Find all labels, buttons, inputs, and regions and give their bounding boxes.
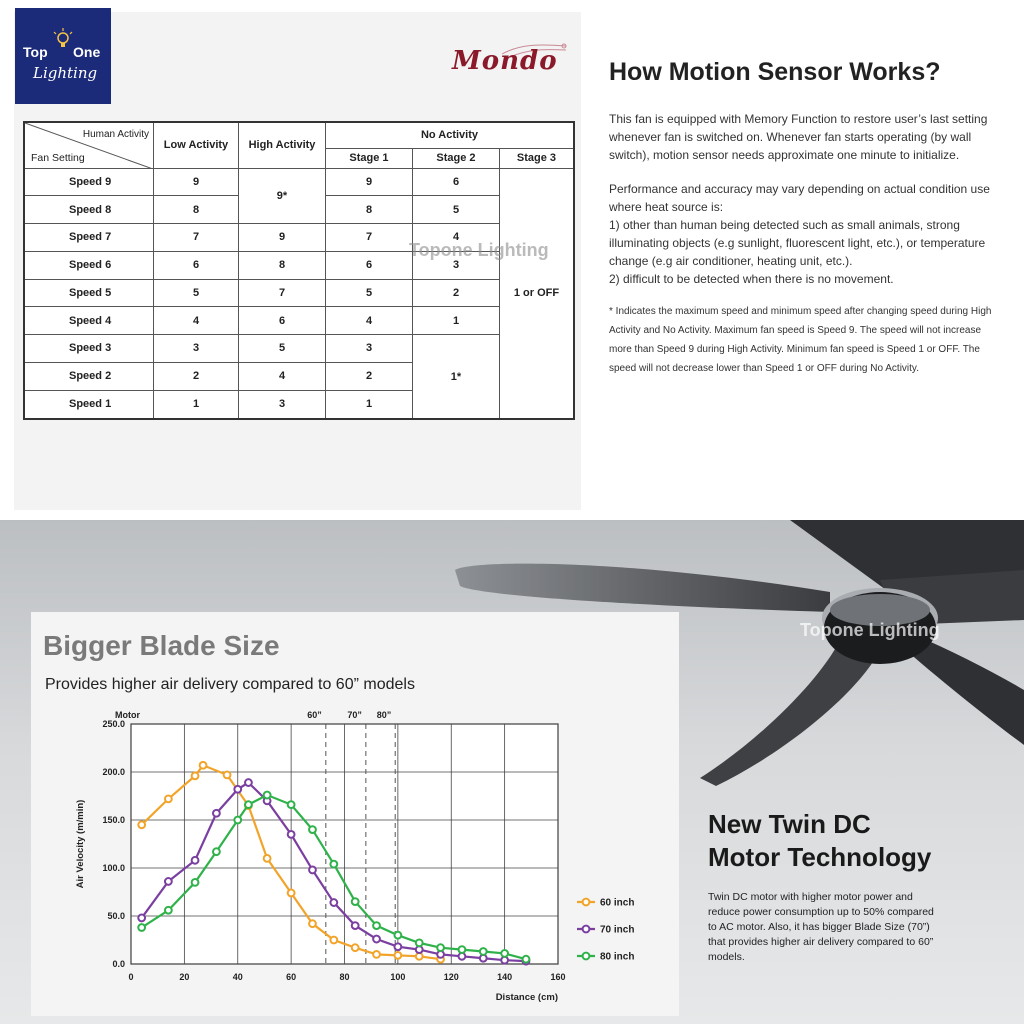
cell-low: 5 (154, 279, 239, 307)
blade-subtitle: Provides higher air delivery compared to 60” models (45, 676, 415, 693)
row-label: Speed 4 (24, 307, 154, 335)
reference-label: 60” (307, 710, 322, 720)
legend-label: 60 inch (600, 897, 635, 909)
watermark: Topone Lighting (409, 240, 549, 260)
blade-title: Bigger Blade Size (43, 630, 280, 661)
data-point (373, 936, 380, 943)
brand-logo (15, 8, 111, 104)
logo-text-one: One (73, 44, 101, 60)
data-point (373, 951, 380, 958)
row-label: Speed 5 (24, 279, 154, 307)
sensor-p2-line: 2) difficult to be detected when there is no movement. (609, 272, 894, 286)
header-stage-1: Stage 1 (326, 148, 413, 168)
cell-low: 1 (154, 390, 239, 419)
legend-swatch-marker (583, 926, 590, 933)
data-point (373, 922, 380, 929)
y-tick-label: 100.0 (102, 863, 125, 873)
data-point (288, 890, 295, 897)
cell-stage1: 9 (326, 168, 413, 196)
cell-low: 9 (154, 168, 239, 196)
twin-dc-body: Twin DC motor with higher motor power and reduce power consumption up to 50% compared to AC motor. Also, it has bigger Blade Size (70”) that provides higher air delivery compared to 60” models. (708, 891, 934, 963)
x-tick-label: 60 (286, 972, 297, 982)
sensor-p2-line: Performance and accuracy may vary depending on actual condition use where heat source is: (609, 182, 990, 214)
x-tick-label: 20 (179, 972, 190, 982)
header-no-activity: No Activity (326, 122, 575, 148)
data-point (330, 937, 337, 944)
watermark: Topone Lighting (800, 620, 940, 640)
table-corner-cell (24, 122, 154, 168)
sensor-paragraph-1: This fan is equipped with Memory Function to restore user’s last setting whenever fan is switched on. Whenever fan starts operating (by wall switch), motion sensor needs approximate one minute to initialize. (609, 112, 988, 162)
x-tick-label: 80 (339, 972, 350, 982)
row-label: Speed 8 (24, 196, 154, 224)
twin-title-line-1: New Twin DC (708, 809, 871, 839)
legend-label: 70 inch (600, 924, 635, 936)
y-tick-label: 250.0 (102, 719, 125, 729)
sensor-title: How Motion Sensor Works? (609, 58, 941, 86)
header-stage-2: Stage 2 (413, 148, 500, 168)
cell-high-merged: 9* (239, 168, 326, 224)
data-point (138, 821, 145, 828)
legend-label: 80 inch (600, 951, 635, 963)
cell-stage3-merged: 1 or OFF (500, 168, 575, 419)
sensor-p2-line: 1) other than human being detected such as small animals, strong illuminating objects (e.g sunlight, fluorescent light, etc.), or temperature change (e.g air conditioner, heating unit, etc.). (609, 218, 986, 268)
data-point (330, 899, 337, 906)
table-row (24, 279, 574, 307)
cell-stage1: 7 (326, 224, 413, 252)
data-point (352, 922, 359, 929)
cell-low: 3 (154, 335, 239, 363)
twin-dc-title (708, 808, 1008, 874)
cell-low: 4 (154, 307, 239, 335)
corner-fan-setting: Fan Setting (31, 151, 85, 164)
logo-text-lighting: Lighting (33, 64, 98, 82)
table-row (24, 307, 574, 335)
data-point (138, 915, 145, 922)
cell-stage1: 6 (326, 251, 413, 279)
cell-stage2: 3 (413, 251, 500, 279)
cell-high: 4 (239, 362, 326, 390)
row-label: Speed 9 (24, 168, 154, 196)
data-point (234, 817, 241, 824)
legend-swatch-marker (583, 899, 590, 906)
row-label: Speed 7 (24, 224, 154, 252)
sensor-paragraph-2 (609, 180, 1004, 288)
data-point (352, 898, 359, 905)
x-tick-label: 0 (128, 972, 134, 982)
cell-high: 9 (239, 224, 326, 252)
cell-stage1: 1 (326, 390, 413, 419)
data-point (330, 861, 337, 868)
data-point (437, 944, 444, 951)
data-point (213, 848, 220, 855)
header-low-activity: Low Activity (154, 122, 239, 168)
data-point (165, 907, 172, 914)
cell-low: 8 (154, 196, 239, 224)
corner-human-activity: Human Activity (82, 129, 149, 140)
data-point (523, 956, 530, 963)
cell-stage2: 5 (413, 196, 500, 224)
data-point (234, 786, 241, 793)
reference-label: 80” (376, 710, 392, 720)
cell-stage2: 6 (413, 168, 500, 196)
cell-stage1: 5 (326, 279, 413, 307)
row-label: Speed 1 (24, 390, 154, 419)
cell-stage1: 8 (326, 196, 413, 224)
motor-label: Motor (115, 710, 140, 720)
data-point (352, 944, 359, 951)
data-point (394, 943, 401, 950)
cell-stage1: 3 (326, 335, 413, 363)
y-tick-label: 150.0 (102, 815, 125, 825)
data-point (192, 879, 199, 886)
row-label: Speed 6 (24, 251, 154, 279)
data-point (416, 939, 423, 946)
data-point (394, 932, 401, 939)
cell-high: 3 (239, 390, 326, 419)
sensor-note: * Indicates the maximum speed and minimum speed after changing speed during High Activity and No Activity. Maximum fan speed is Speed 9. The speed will not increase more than Speed 9 during High Activity. Minimum fan speed is Speed 1 or OFF. The speed will not decrease lower than Speed 1 or OFF during No Activity. (609, 306, 992, 374)
x-tick-label: 140 (497, 972, 513, 982)
legend-swatch-marker (583, 953, 590, 960)
header-stage-3: Stage 3 (500, 148, 575, 168)
table-row (24, 335, 574, 363)
data-point (309, 826, 316, 833)
cell-stage2: 2 (413, 279, 500, 307)
row-label: Speed 3 (24, 335, 154, 363)
data-point (459, 946, 466, 953)
data-point (501, 950, 508, 957)
x-tick-label: 160 (550, 972, 566, 982)
data-point (264, 792, 271, 799)
cell-stage1: 4 (326, 307, 413, 335)
x-tick-label: 100 (390, 972, 406, 982)
cell-stage2: 1 (413, 307, 500, 335)
y-tick-label: 0.0 (112, 959, 125, 969)
air-velocity-chart (31, 704, 679, 1016)
logo-text-top: Top (23, 44, 48, 60)
table-row (24, 168, 574, 196)
data-point (213, 810, 220, 817)
blade-size-card (31, 612, 679, 1016)
reference-label: 70” (347, 710, 362, 720)
brand-name: Mondo (452, 46, 558, 76)
data-point (288, 801, 295, 808)
data-point (192, 772, 199, 779)
y-axis-title: Air Velocity (m/min) (75, 799, 86, 889)
data-point (394, 952, 401, 959)
data-point (200, 762, 207, 769)
x-tick-label: 120 (443, 972, 459, 982)
cell-stage1: 2 (326, 362, 413, 390)
cell-low: 7 (154, 224, 239, 252)
cell-stage2-merged: 1* (413, 335, 500, 419)
data-point (309, 920, 316, 927)
bulb-icon (51, 28, 75, 52)
x-tick-label: 40 (232, 972, 243, 982)
row-label: Speed 2 (24, 362, 154, 390)
data-point (245, 801, 252, 808)
y-tick-label: 200.0 (102, 767, 125, 777)
header-high-activity: High Activity (239, 122, 326, 168)
chart-grid (131, 724, 558, 964)
data-point (224, 771, 231, 778)
data-point (165, 795, 172, 802)
data-point (138, 924, 145, 931)
cell-high: 8 (239, 251, 326, 279)
data-point (480, 948, 487, 955)
data-point (245, 779, 252, 786)
data-point (165, 878, 172, 885)
cell-low: 2 (154, 362, 239, 390)
twin-title-line-2: Motor Technology (708, 842, 932, 872)
cell-high: 6 (239, 307, 326, 335)
y-tick-label: 50.0 (107, 911, 125, 921)
bottom-section (0, 520, 1024, 1024)
speed-table (23, 121, 575, 420)
cell-stage2: 4 (413, 224, 500, 252)
data-point (309, 867, 316, 874)
cell-low: 6 (154, 251, 239, 279)
data-point (288, 831, 295, 838)
cell-high: 5 (239, 335, 326, 363)
data-point (192, 857, 199, 864)
x-axis-title: Distance (cm) (495, 992, 558, 1003)
cell-high: 7 (239, 279, 326, 307)
data-point (264, 855, 271, 862)
